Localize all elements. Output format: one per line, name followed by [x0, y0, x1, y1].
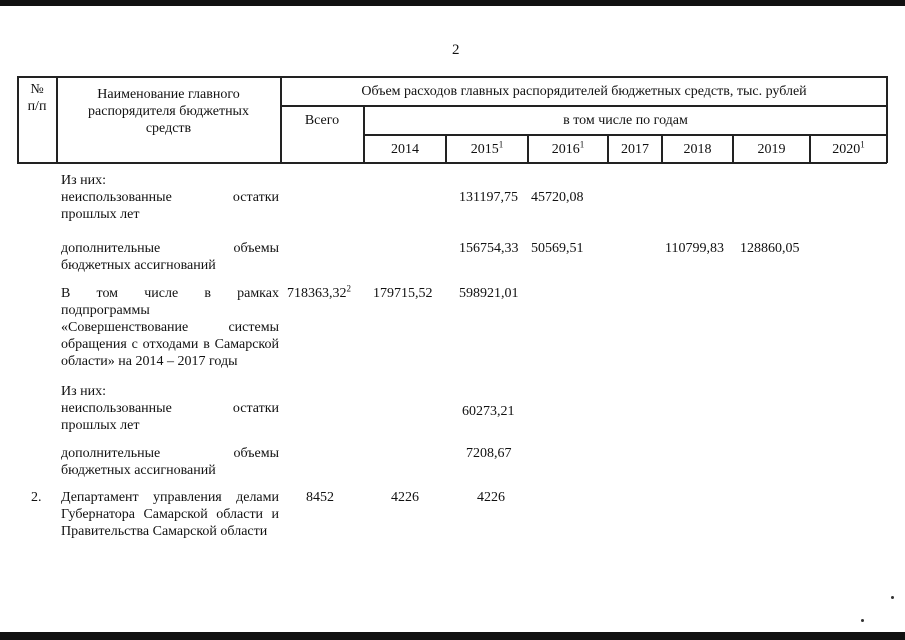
page-top-edge	[0, 0, 905, 6]
table-row-label: неиспользованные остатки прошлых лет	[61, 190, 279, 222]
table-row-value-2015: 4226	[477, 490, 505, 505]
header-year-2015: 2015$^1$	[470, 139, 504, 157]
table-row-value-2018: 110799,83	[665, 241, 724, 256]
header-year-2014: 2014	[391, 142, 419, 157]
table-row-value-2015: 7208,67	[466, 446, 512, 461]
scan-speck	[891, 596, 894, 599]
scan-speck	[861, 619, 864, 622]
header-year-2019: 2019	[757, 142, 786, 157]
table-row-value-2016: 50569,51	[531, 241, 584, 256]
header-year-2016: 2016$^1$	[551, 139, 585, 157]
header-year-2018: 2018	[683, 142, 712, 157]
table-row-value-2015: 156754,33	[459, 241, 519, 256]
table-row-label: В том числе в рамках подпрограммы «Совершенствование системы обращения с отходами в Самарской области» на 2014 – 2017 годы	[61, 286, 279, 369]
table-row-value-2015: 60273,21	[462, 404, 515, 419]
table-row-label: дополнительные объемы бюджетных ассигнований	[61, 241, 279, 273]
header-col-total: Всего	[304, 113, 340, 128]
header-col-volume: Объем расходов главных распорядителей бюджетных средств, тыс. рублей	[361, 84, 807, 99]
header-year-2017: 2017	[621, 142, 649, 157]
page-bottom-edge	[0, 632, 905, 640]
table-row-value-2015: 598921,01	[459, 286, 519, 301]
table-row-label: неиспользованные остатки прошлых лет	[61, 401, 279, 433]
table-row-label: дополнительные объемы бюджетных ассигнований	[61, 446, 279, 478]
table-row-intro: Из них:	[61, 173, 107, 188]
table-row-value-2014: 179715,52	[373, 286, 433, 301]
table-row-value-2019: 128860,05	[740, 241, 800, 256]
header-col-by-years: в том числе по годам	[563, 113, 688, 128]
table-row-value-2015: 131197,75	[459, 190, 518, 205]
table-row-value-2014: 4226	[391, 490, 419, 505]
header-col-num: № п/п	[27, 82, 47, 114]
table-row-value-total: 718363,32$^2$	[287, 283, 351, 301]
table-row-intro: Из них:	[61, 384, 107, 399]
table-row-number: 2.	[31, 490, 42, 505]
table-row-value-2016: 45720,08	[531, 190, 584, 205]
header-year-2020: 2020$^1$	[832, 139, 865, 157]
header-col-name: Наименование главного распорядителя бюджетных средств	[88, 87, 249, 136]
page-number: 2	[452, 42, 460, 58]
table-row-value-total: 8452	[306, 490, 334, 505]
table-row-label: Департамент управления делами Губернатора Самарской области и Правительства Самарской области	[61, 490, 279, 539]
